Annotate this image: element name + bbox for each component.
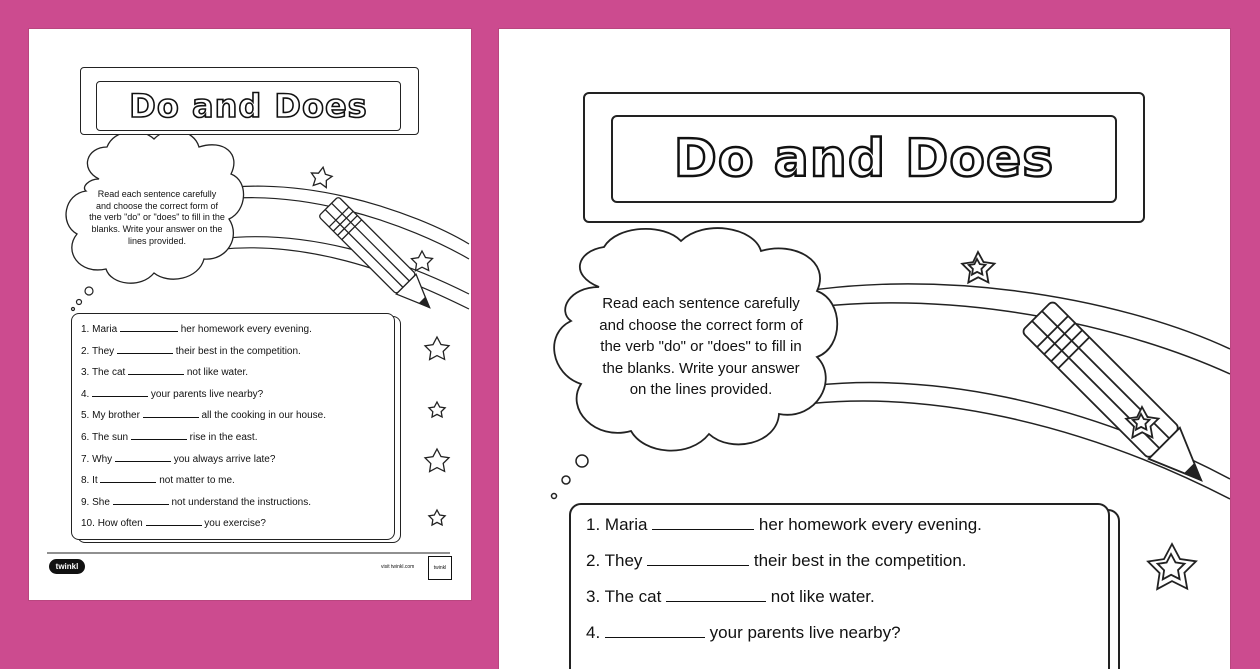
twinkl-badge: twinkl [428, 556, 452, 580]
question-item: 5. My brother all the cooking in our house. [81, 410, 327, 422]
question-item: 3. The cat not like water. [586, 587, 875, 606]
footer-url: visit twinkl.com [381, 564, 415, 570]
answer-blank[interactable] [100, 482, 156, 483]
answer-blank[interactable] [92, 396, 148, 397]
answer-blank[interactable] [605, 637, 705, 638]
instructions-text: Read each sentence carefully and choose the correct form of the verb "do" or "does" to fill in the blanks. Write your answer on the lines provided. [89, 189, 225, 246]
answer-blank[interactable] [131, 439, 187, 440]
title-box [96, 81, 401, 131]
question-item: 4. your parents live nearby? [81, 388, 264, 400]
instructions-text-large: Read each sentence carefully and choose the correct form of the verb "do" or "does" to fill in the blanks. Write your answer on the lines provided. [599, 295, 803, 399]
question-item: 7. Why you always arrive late? [81, 453, 276, 465]
question-list-large [586, 507, 982, 651]
page-title-large: Do and Does [673, 129, 1055, 189]
question-item: 4. your parents live nearby? [586, 623, 901, 642]
question-item: 3. The cat not like water. [81, 367, 249, 379]
question-item: 1. Maria her homework every evening. [81, 324, 312, 335]
question-item: 8. It not matter to me. [81, 475, 235, 487]
question-item: 1. Maria her homework every evening. [586, 515, 982, 534]
page-title: Do and Does [129, 87, 368, 125]
answer-blank[interactable] [117, 353, 173, 354]
answer-blank[interactable] [113, 504, 169, 505]
answer-blank[interactable] [128, 374, 184, 375]
worksheet-thumbnail [29, 29, 471, 600]
answer-blank[interactable] [146, 525, 202, 526]
question-item: 6. The sun rise in the east. [81, 431, 258, 443]
question-item: 10. How often you exercise? [81, 518, 266, 530]
answer-blank[interactable] [666, 601, 766, 602]
question-item: 2. They their best in the competition. [586, 551, 967, 570]
answer-blank[interactable] [647, 565, 749, 566]
answer-blank[interactable] [120, 331, 178, 332]
answer-blank[interactable] [115, 461, 171, 462]
answer-blank[interactable] [143, 417, 199, 418]
worksheet-zoomed [499, 29, 1230, 669]
answer-blank[interactable] [652, 529, 754, 530]
question-item: 2. They their best in the competition. [81, 345, 301, 357]
twinkl-logo: twinkl [49, 559, 85, 574]
question-item: 9. She not understand the instructions. [81, 496, 312, 508]
question-list [81, 319, 326, 535]
title-box-large [611, 115, 1117, 203]
pencil-icon-large [1021, 300, 1216, 495]
